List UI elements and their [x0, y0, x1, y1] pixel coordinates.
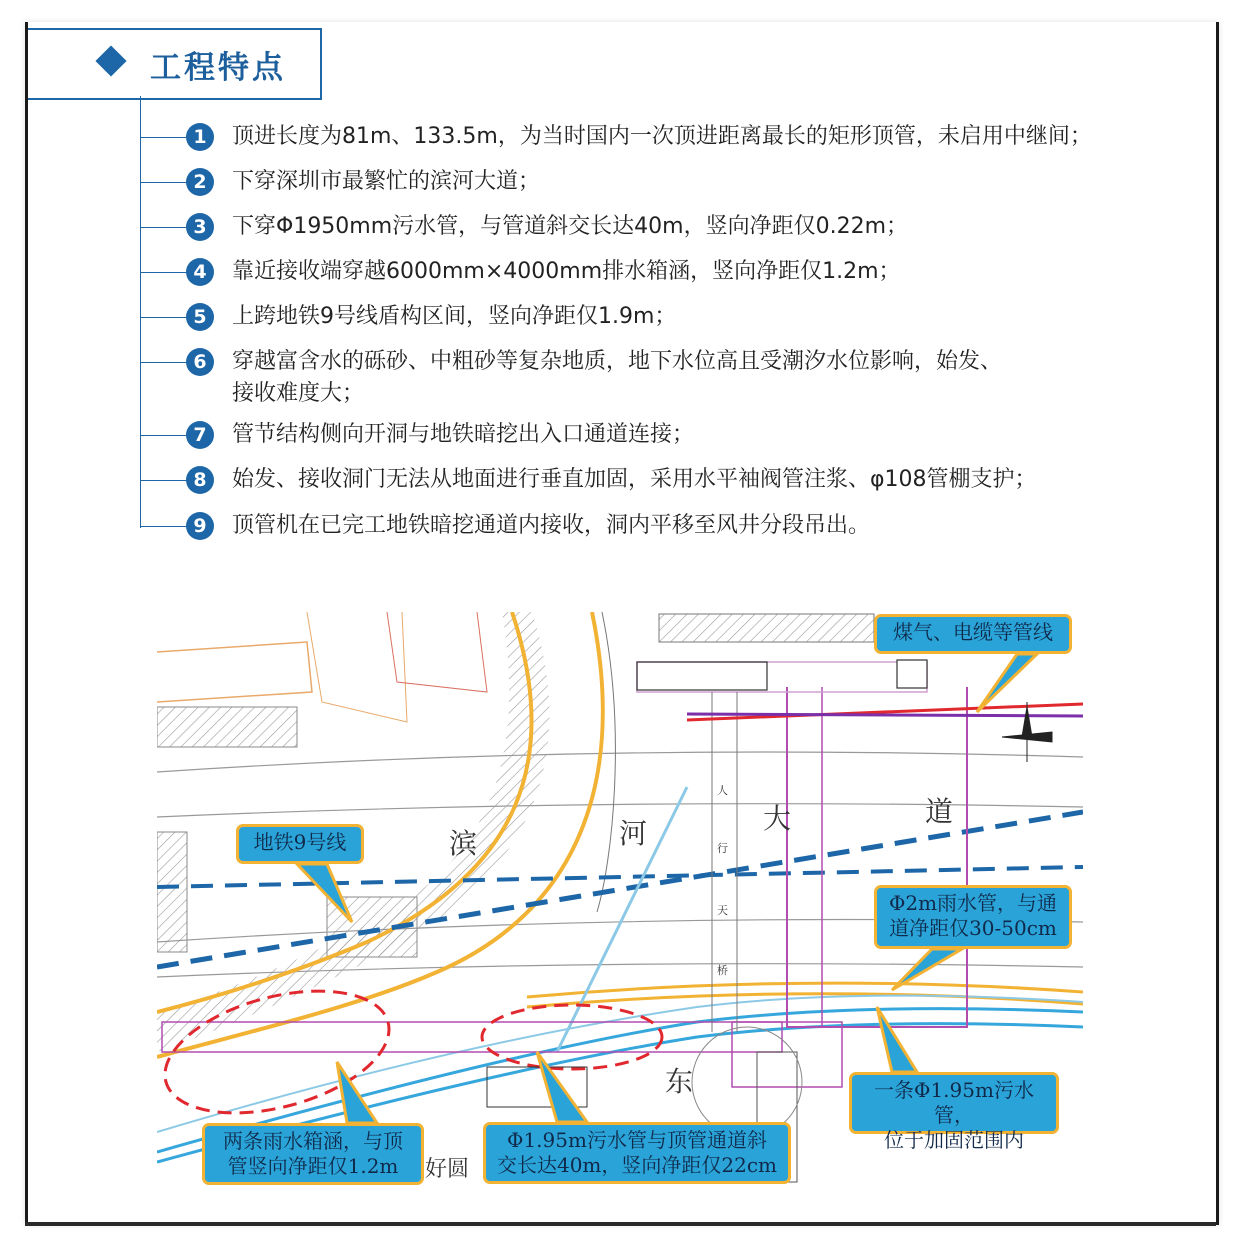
callout-metro9: [236, 824, 364, 864]
street-label: 好圆: [425, 1157, 470, 1182]
feature-text: 靠近接收端穿越6000mm×4000mm排水箱涵，竖向净距仅1.2m；: [232, 259, 901, 284]
connector-line: [140, 480, 188, 481]
number-badge: 1: [186, 123, 214, 151]
callout-gas-cable: [874, 614, 1072, 654]
connector-line: [140, 272, 188, 273]
road-label: 河: [619, 817, 648, 850]
feature-text: 管节结构侧向开洞与地铁暗挖出入口通道连接；: [232, 422, 695, 447]
connector-line: [140, 362, 188, 363]
connector-line: [140, 227, 188, 228]
number-badge: 6: [186, 348, 214, 376]
callout-text: 两条雨水箱涵，与顶: [223, 1129, 403, 1153]
feature-text: 下穿Φ1950mm污水管，与管道斜交长达40m，竖向净距仅0.22m；: [232, 214, 909, 239]
callout-text: 位于加固范围内: [884, 1128, 1024, 1152]
connector-line: [140, 435, 188, 436]
section-title: 工程特点: [150, 50, 286, 86]
callout-text: Φ2m雨水管，与通: [888, 891, 1058, 915]
feature-text: 顶管机在已完工地铁暗挖通道内接收，洞内平移至风井分段吊出。: [232, 513, 871, 538]
feature-text-continued: 接收难度大；: [232, 381, 365, 406]
road-label: 道: [925, 795, 954, 828]
feature-text: 穿越富含水的砾砂、中粗砂等复杂地质，地下水位高且受潮汐水位影响，始发、: [232, 349, 1003, 374]
number-badge: 7: [186, 421, 214, 449]
connector-line: [140, 137, 188, 138]
callout-text: 煤气、电缆等管线: [893, 620, 1053, 644]
callout-sewer-cross: [483, 1122, 791, 1184]
tree-connector: [140, 96, 141, 528]
site-plan-drawing: [157, 612, 1083, 1190]
number-badge: 3: [186, 213, 214, 241]
feature-text: 下穿深圳市最繁忙的滨河大道；: [232, 169, 541, 194]
bridge-label: 人: [717, 784, 728, 797]
number-badge: 9: [186, 512, 214, 540]
bridge-label: 天: [717, 904, 728, 917]
connector-line: [140, 182, 188, 183]
callout-rain-pipe: [874, 885, 1072, 949]
feature-text: 始发、接收洞门无法从地面进行垂直加固，采用水平袖阀管注浆、φ108管棚支护；: [232, 467, 1037, 492]
callout-sewer-pipe: [849, 1072, 1059, 1152]
feature-text: 顶进长度为81m、133.5m，为当时国内一次顶进距离最长的矩形顶管，未启用中继间；: [232, 124, 1092, 149]
number-badge: 4: [186, 258, 214, 286]
callout-box-culvert: [202, 1123, 424, 1185]
road-label: 东: [665, 1065, 694, 1098]
number-badge: 8: [186, 466, 214, 494]
bridge-label: 行: [717, 842, 728, 855]
connector-line: [140, 526, 188, 527]
road-label: 滨: [449, 827, 478, 860]
callout-text: 交长达40m，竖向净距仅22cm: [496, 1153, 778, 1177]
feature-text: 上跨地铁9号线盾构区间，竖向净距仅1.9m；: [232, 304, 677, 329]
bridge-label: 桥: [717, 964, 728, 977]
connector-line: [140, 317, 188, 318]
road-label: 大: [763, 802, 792, 835]
number-badge: 2: [186, 168, 214, 196]
callout-text: 一条Φ1.95m污水管，: [874, 1078, 1034, 1127]
number-badge: 5: [186, 303, 214, 331]
callout-text: 地铁9号线: [253, 830, 347, 854]
bottom-border: [25, 1222, 1216, 1226]
callout-text: 道净距仅30-50cm: [889, 916, 1057, 940]
callout-text: Φ1.95m污水管与顶管通道斜: [507, 1128, 767, 1152]
callout-text: 管竖向净距仅1.2m: [227, 1154, 399, 1178]
